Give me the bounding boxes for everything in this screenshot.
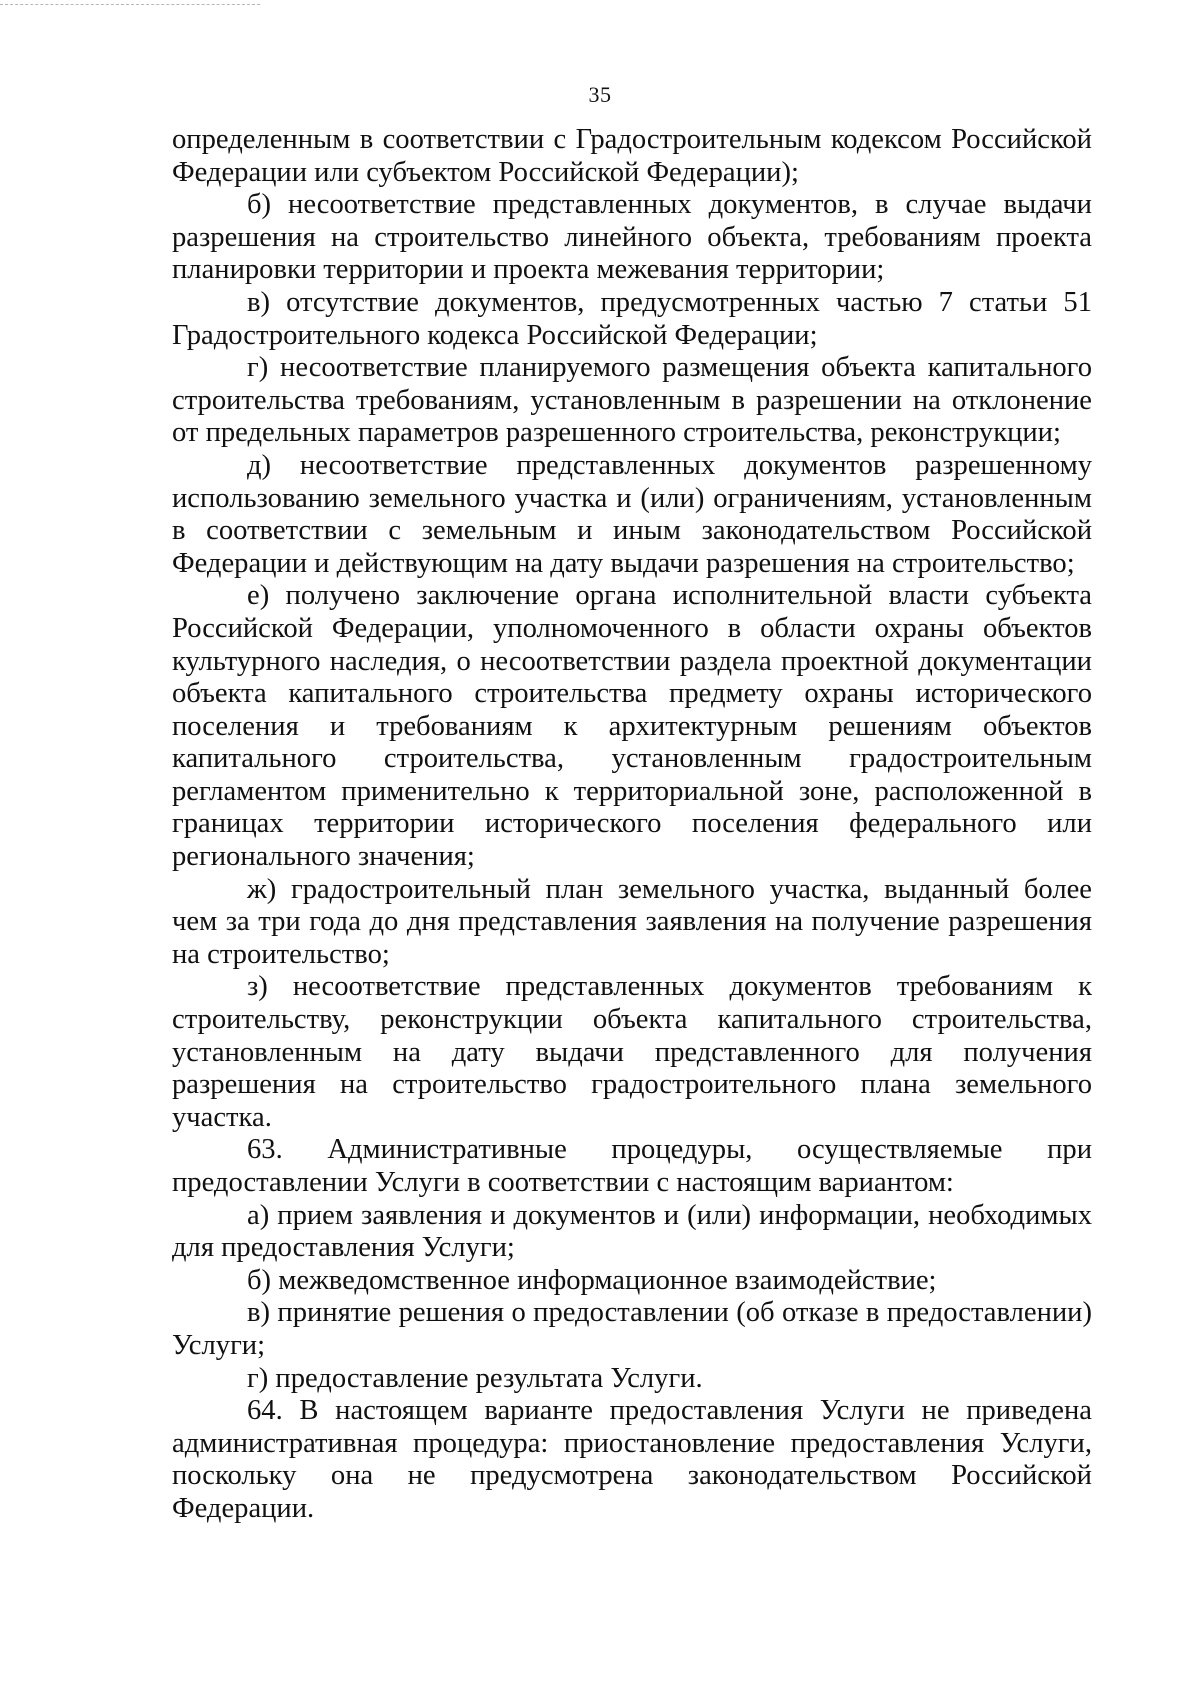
paragraph-item-b: б) несоответствие представленных документов, в случае выдачи разрешения на строительство линейного объекта, требованиям проекта планировки территории и проекта межевания территории; [172,189,1092,286]
document-body [172,124,1092,1526]
paragraph-63-item-b: б) межведомственное информационное взаимодействие; [247,1264,937,1296]
scan-edge-marks [0,4,260,9]
paragraph-item-zh: ж) градостроительный план земельного участка, выданный более чем за три года до дня представления заявления на получение разрешения на строительство; [172,873,1092,970]
page-number: 35 [588,82,612,107]
paragraph-item-d: д) несоответствие представленных документов разрешенному использованию земельного участка и (или) ограничениям, установленным в соответствии с земельным и иным законодательством Российской Федерации и действующим на дату выдачи разрешения на строительство; [172,449,1092,579]
paragraph-item-e: е) получено заключение органа исполнительной власти субъекта Российской Федерации, уполномоченного в области охраны объектов культурного наследия, о несоответствии раздела проектной документации объекта капитального строительства предмету охраны исторического поселения и требованиям к архитектурным решениям объектов капитального строительства, установленным градостроительным регламентом применительно к территориальной зоне, расположенной в границах территории исторического поселения федерального или регионального значения; [172,580,1092,873]
paragraph-63-item-a: а) прием заявления и документов и (или) информации, необходимых для предоставления Услуги; [172,1199,1092,1264]
paragraph-item-g: г) несоответствие планируемого размещения объекта капитального строительства требованиям, установленным в разрешении на отклонение от предельных параметров разрешенного строительства, реконструкции; [172,352,1092,449]
paragraph-63-item-g: г) предоставление результата Услуги. [247,1362,703,1394]
paragraph-item-v: в) отсутствие документов, предусмотренных частью 7 статьи 51 Градостроительного кодекса Российской Федерации; [172,286,1092,351]
paragraph-continuation: определенным в соответствии с Градостроительным кодексом Российской Федерации или субъектом Российской Федерации); [172,124,1092,188]
paragraph-63-item-v: в) принятие решения о предоставлении (об отказе в предоставлении) Услуги; [172,1297,1092,1361]
paragraph-item-z: з) несоответствие представленных документов требованиям к строительству, реконструкции объекта капитального строительства, установленным на дату выдачи представленного для получения разрешения на строительство градостроительного плана земельного участка. [172,971,1092,1133]
paragraph-64: 64. В настоящем варианте предоставления Услуги не приведена административная процедура: приостановление предоставления Услуги, поскольку она не предусмотрена законодательством Российской Федерации. [172,1395,1092,1524]
paragraph-63: 63. Административные процедуры, осуществляемые при предоставлении Услуги в соответствии с настоящим вариантом: [172,1134,1092,1198]
